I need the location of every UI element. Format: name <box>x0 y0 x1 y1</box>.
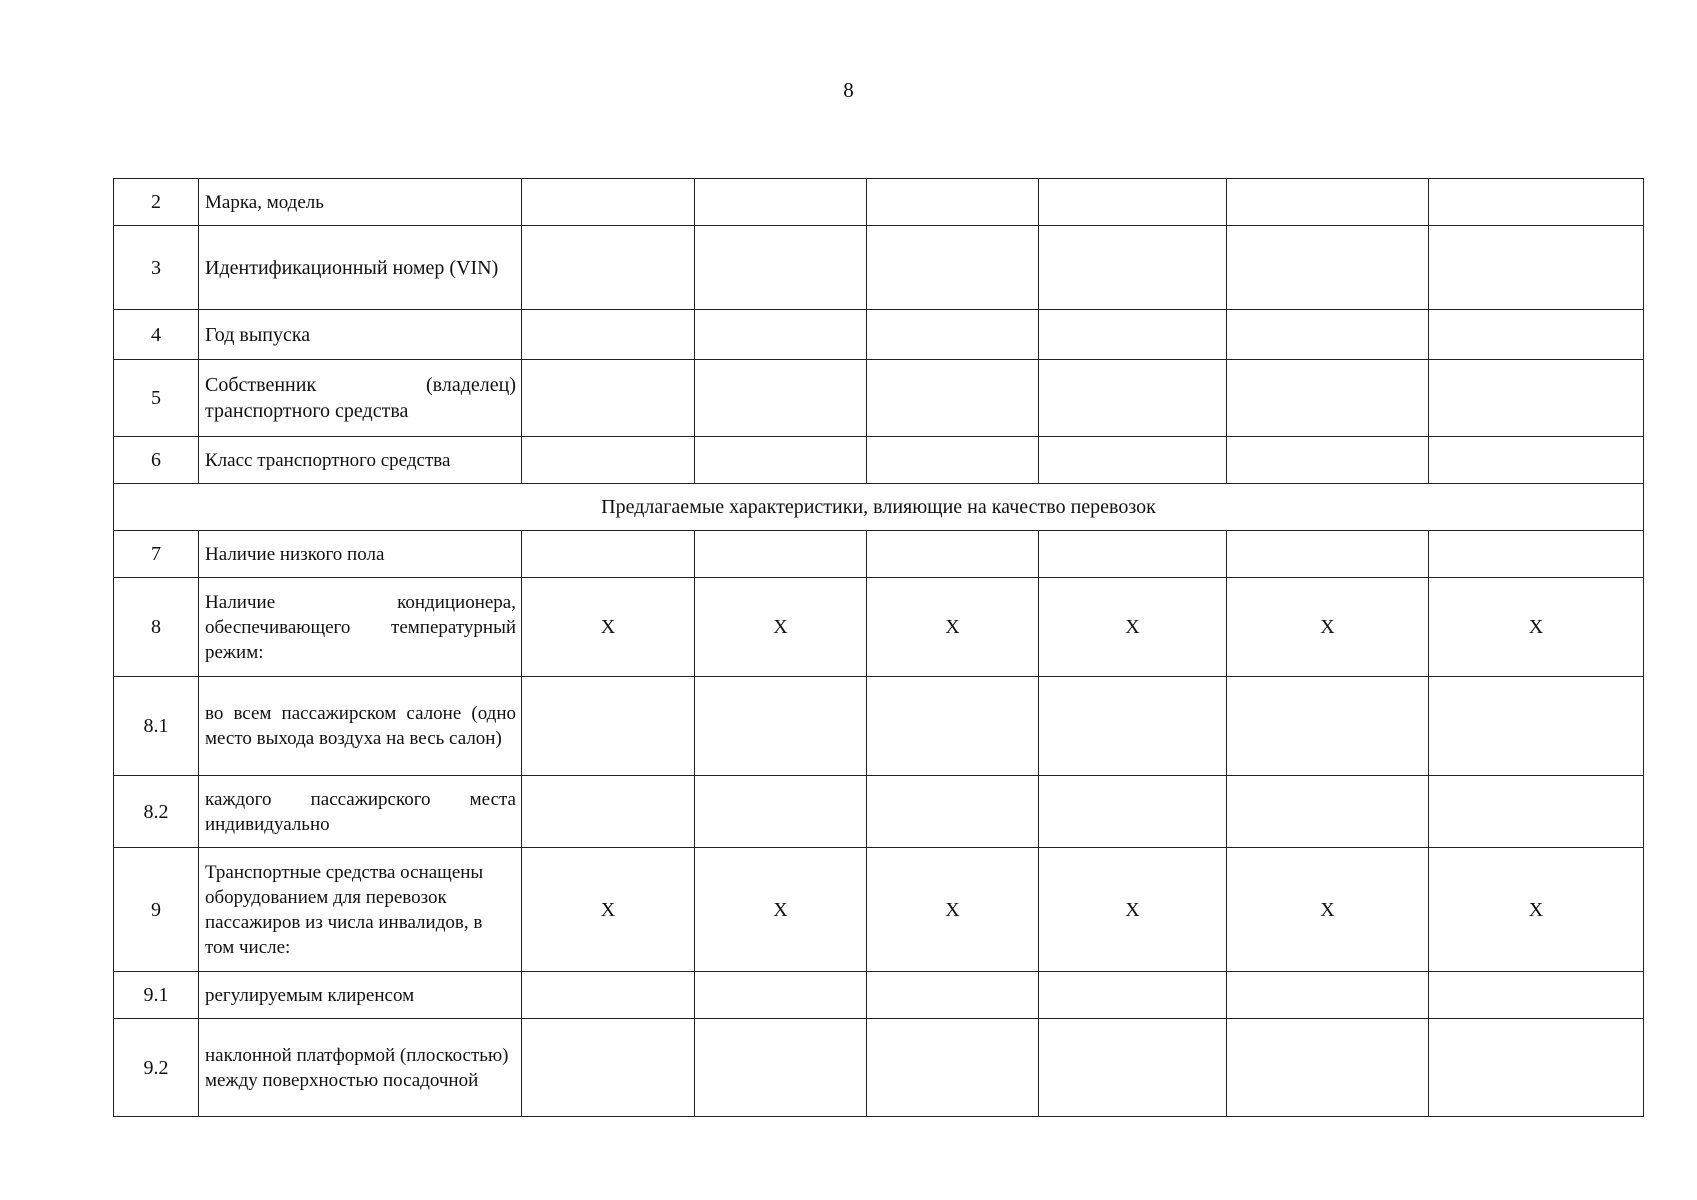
value-cell <box>1227 226 1429 310</box>
value-cell <box>695 677 867 776</box>
value-cell <box>867 776 1039 848</box>
row-label: Идентификационный номер (VIN) <box>199 226 522 310</box>
value-cell <box>695 360 867 437</box>
value-cell <box>1429 437 1644 484</box>
value-cell <box>1429 226 1644 310</box>
row-number: 5 <box>114 360 199 437</box>
value-cell <box>1429 179 1644 226</box>
value-cell <box>1039 972 1227 1019</box>
value-cell <box>867 677 1039 776</box>
value-cell <box>1039 179 1227 226</box>
value-cell: X <box>1039 848 1227 972</box>
table-row <box>114 226 1644 310</box>
value-cell <box>867 1019 1039 1117</box>
value-cell <box>1039 437 1227 484</box>
row-label: Наличие низкого пола <box>199 531 522 578</box>
row-number: 9.2 <box>114 1019 199 1117</box>
row-number: 4 <box>114 310 199 360</box>
row-label: Транспортные средства оснащены оборудованием для перевозок пассажиров из числа инвалидов, в том числе: <box>199 848 522 972</box>
value-cell <box>695 531 867 578</box>
value-cell <box>1429 972 1644 1019</box>
row-label: Марка, модель <box>199 179 522 226</box>
section-title: Предлагаемые характеристики, влияющие на качество перевозок <box>114 484 1644 531</box>
value-cell <box>1039 1019 1227 1117</box>
table-row <box>114 310 1644 360</box>
value-cell <box>1039 677 1227 776</box>
value-cell <box>1429 776 1644 848</box>
value-cell: X <box>1429 848 1644 972</box>
value-cell <box>867 437 1039 484</box>
row-number: 8.1 <box>114 677 199 776</box>
value-cell: X <box>1429 578 1644 677</box>
value-cell <box>1039 310 1227 360</box>
value-cell <box>522 360 695 437</box>
value-cell: X <box>695 848 867 972</box>
value-cell <box>867 360 1039 437</box>
table-row <box>114 360 1644 437</box>
value-cell <box>522 677 695 776</box>
row-label: Класс транспортного средства <box>199 437 522 484</box>
value-cell <box>1227 310 1429 360</box>
value-cell <box>1227 179 1429 226</box>
value-cell <box>1039 360 1227 437</box>
value-cell <box>1227 776 1429 848</box>
section-row <box>114 484 1644 531</box>
value-cell <box>522 1019 695 1117</box>
row-label: каждого пассажирского места индивидуально <box>199 776 522 848</box>
value-cell <box>1429 1019 1644 1117</box>
value-cell <box>1039 531 1227 578</box>
value-cell <box>867 531 1039 578</box>
value-cell <box>1039 226 1227 310</box>
value-cell: X <box>1227 578 1429 677</box>
value-cell <box>867 226 1039 310</box>
value-cell <box>695 776 867 848</box>
value-cell: X <box>1227 848 1429 972</box>
value-cell <box>1227 531 1429 578</box>
value-cell <box>1429 310 1644 360</box>
table-row <box>114 437 1644 484</box>
value-cell <box>522 531 695 578</box>
row-label: Год выпуска <box>199 310 522 360</box>
value-cell <box>695 179 867 226</box>
row-number: 2 <box>114 179 199 226</box>
row-label: во всем пассажирском салоне (одно место выхода воздуха на весь салон) <box>199 677 522 776</box>
row-number: 8.2 <box>114 776 199 848</box>
value-cell <box>1227 972 1429 1019</box>
value-cell <box>522 226 695 310</box>
vehicle-characteristics-table <box>113 178 1644 1117</box>
row-number: 7 <box>114 531 199 578</box>
row-label: Собственник (владелец) транспортного средства <box>199 360 522 437</box>
value-cell <box>1039 776 1227 848</box>
value-cell <box>867 179 1039 226</box>
value-cell <box>1227 677 1429 776</box>
value-cell <box>522 972 695 1019</box>
value-cell <box>1429 360 1644 437</box>
value-cell <box>695 972 867 1019</box>
row-number: 3 <box>114 226 199 310</box>
value-cell <box>695 1019 867 1117</box>
table-row <box>114 848 1644 972</box>
value-cell <box>522 437 695 484</box>
row-number: 6 <box>114 437 199 484</box>
value-cell <box>522 179 695 226</box>
value-cell <box>1227 1019 1429 1117</box>
row-label: регулируемым клиренсом <box>199 972 522 1019</box>
row-label: Наличие кондиционера, обеспечивающего температурный режим: <box>199 578 522 677</box>
value-cell <box>522 310 695 360</box>
value-cell: X <box>695 578 867 677</box>
value-cell: X <box>867 578 1039 677</box>
row-number: 9.1 <box>114 972 199 1019</box>
value-cell <box>695 437 867 484</box>
value-cell <box>522 776 695 848</box>
table-row <box>114 578 1644 677</box>
value-cell <box>695 310 867 360</box>
value-cell <box>695 226 867 310</box>
table-row <box>114 179 1644 226</box>
value-cell <box>1429 531 1644 578</box>
value-cell: X <box>867 848 1039 972</box>
table-row <box>114 972 1644 1019</box>
table-row <box>114 776 1644 848</box>
row-number: 8 <box>114 578 199 677</box>
value-cell <box>867 310 1039 360</box>
row-label: наклонной платформой (плоскостью) между поверхностью посадочной <box>199 1019 522 1117</box>
page-number: 8 <box>843 78 854 102</box>
table-row <box>114 1019 1644 1117</box>
value-cell: X <box>522 578 695 677</box>
value-cell <box>1227 437 1429 484</box>
table-row <box>114 531 1644 578</box>
table-row <box>114 677 1644 776</box>
row-number: 9 <box>114 848 199 972</box>
value-cell <box>867 972 1039 1019</box>
value-cell <box>1429 677 1644 776</box>
value-cell: X <box>522 848 695 972</box>
value-cell: X <box>1039 578 1227 677</box>
value-cell <box>1227 360 1429 437</box>
